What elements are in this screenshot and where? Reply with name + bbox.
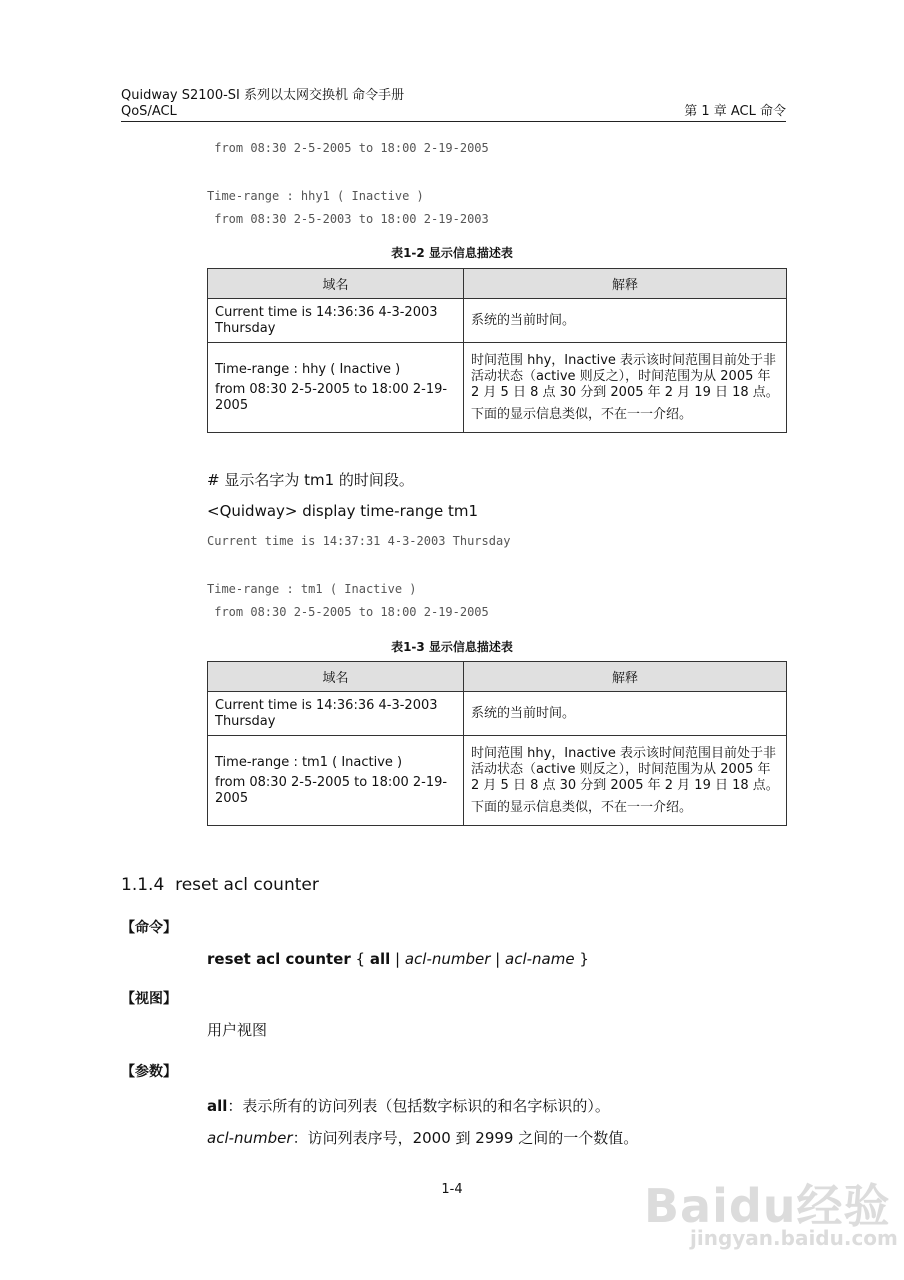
- field-text: Time-range : tm1 ( Inactive ): [215, 754, 403, 770]
- syntax-brace: }: [574, 950, 589, 968]
- table-row: [208, 692, 787, 736]
- doc-title: Quidway S2100-SI 系列以太网交换机 命令手册: [121, 88, 405, 103]
- desc-text: 下面的显示信息类似，不在一一介绍。: [471, 799, 693, 815]
- field-text: Thursday: [215, 320, 276, 336]
- syntax-command: reset acl counter: [207, 950, 351, 968]
- baidu-watermark-logo: Baidu经验: [644, 1179, 891, 1233]
- syntax-separator: |: [490, 950, 505, 968]
- code-line: from 08:30 2-5-2005 to 18:00 2-19-2005: [207, 141, 489, 155]
- desc-text: 时间范围 hhy，Inactive 表示该时间范围目前处于非活动状态（active 则反之），时间范围为从 2005 年 2 月 5 日 8 点 30 分到 2005 年 2 月 19 日 18 点。: [471, 352, 779, 400]
- param-name: acl-number: [207, 1129, 293, 1147]
- field-text: Thursday: [215, 713, 276, 729]
- field-text: Current time is 14:36:36 4-3-2003: [215, 697, 438, 713]
- param-desc: ：表示所有的访问列表（包括数字标识的和名字标识的）。: [227, 1097, 610, 1115]
- view-text: 用户视图: [207, 1021, 268, 1039]
- info-table: [207, 661, 787, 826]
- table-caption: 表1-2 显示信息描述表: [391, 246, 513, 260]
- syntax-brace: {: [350, 950, 370, 968]
- param-item: [207, 1097, 610, 1115]
- watermark-url: jingyan.baidu.com: [690, 1226, 898, 1250]
- column-header: 解释: [464, 269, 787, 299]
- code-line: Time-range : hhy1 ( Inactive ): [207, 189, 424, 203]
- doc-section: QoS/ACL: [121, 104, 177, 119]
- header-rule: [121, 121, 786, 122]
- code-line: Current time is 14:37:31 4-3-2003 Thursday: [207, 534, 511, 548]
- params-label: 【参数】: [121, 1064, 177, 1080]
- column-header: 解释: [464, 662, 787, 692]
- table-row: [208, 343, 787, 433]
- desc-text: 时间范围 hhy，Inactive 表示该时间范围目前处于非活动状态（active 则反之），时间范围为从 2005 年 2 月 5 日 8 点 30 分到 2005 年 2 月 19 日 18 点。: [471, 745, 779, 793]
- column-header: 域名: [208, 269, 464, 299]
- syntax-separator: |: [390, 950, 405, 968]
- chapter-title: 第 1 章 ACL 命令: [684, 104, 786, 119]
- desc-text: 系统的当前时间。: [471, 705, 576, 721]
- page-number: 1-4: [441, 1182, 463, 1197]
- example-command: <Quidway> display time-range tm1: [207, 502, 478, 520]
- table-caption: 表1-3 显示信息描述表: [391, 640, 513, 654]
- field-text: Time-range : hhy ( Inactive ): [215, 361, 401, 377]
- param-desc: ：访问列表序号，2000 到 2999 之间的一个数值。: [292, 1129, 639, 1147]
- table-row: [208, 736, 787, 826]
- column-header: 域名: [208, 662, 464, 692]
- syntax-keyword: all: [369, 950, 391, 968]
- param-name: all: [207, 1097, 228, 1115]
- command-syntax: [207, 950, 589, 968]
- field-text: Current time is 14:36:36 4-3-2003: [215, 304, 438, 320]
- code-line: Time-range : tm1 ( Inactive ): [207, 582, 417, 596]
- section-heading: [121, 875, 319, 895]
- info-table: [207, 268, 787, 433]
- desc-text: 下面的显示信息类似，不在一一介绍。: [471, 406, 693, 422]
- syntax-arg: acl-number: [404, 950, 491, 968]
- table-row: [208, 299, 787, 343]
- syntax-arg: acl-name: [505, 950, 575, 968]
- section-number: 1.1.4: [121, 875, 165, 895]
- section-title: reset acl counter: [175, 875, 319, 895]
- field-text: from 08:30 2-5-2005 to 18:00 2-19-2005: [215, 774, 448, 806]
- field-text: from 08:30 2-5-2005 to 18:00 2-19-2005: [215, 381, 448, 413]
- desc-text: 系统的当前时间。: [471, 312, 576, 328]
- code-line: from 08:30 2-5-2003 to 18:00 2-19-2003: [207, 212, 489, 226]
- command-label: 【命令】: [121, 920, 177, 936]
- example-comment: # 显示名字为 tm1 的时间段。: [207, 471, 414, 489]
- view-label: 【视图】: [121, 991, 177, 1007]
- code-line: from 08:30 2-5-2005 to 18:00 2-19-2005: [207, 605, 489, 619]
- param-item: [207, 1129, 638, 1147]
